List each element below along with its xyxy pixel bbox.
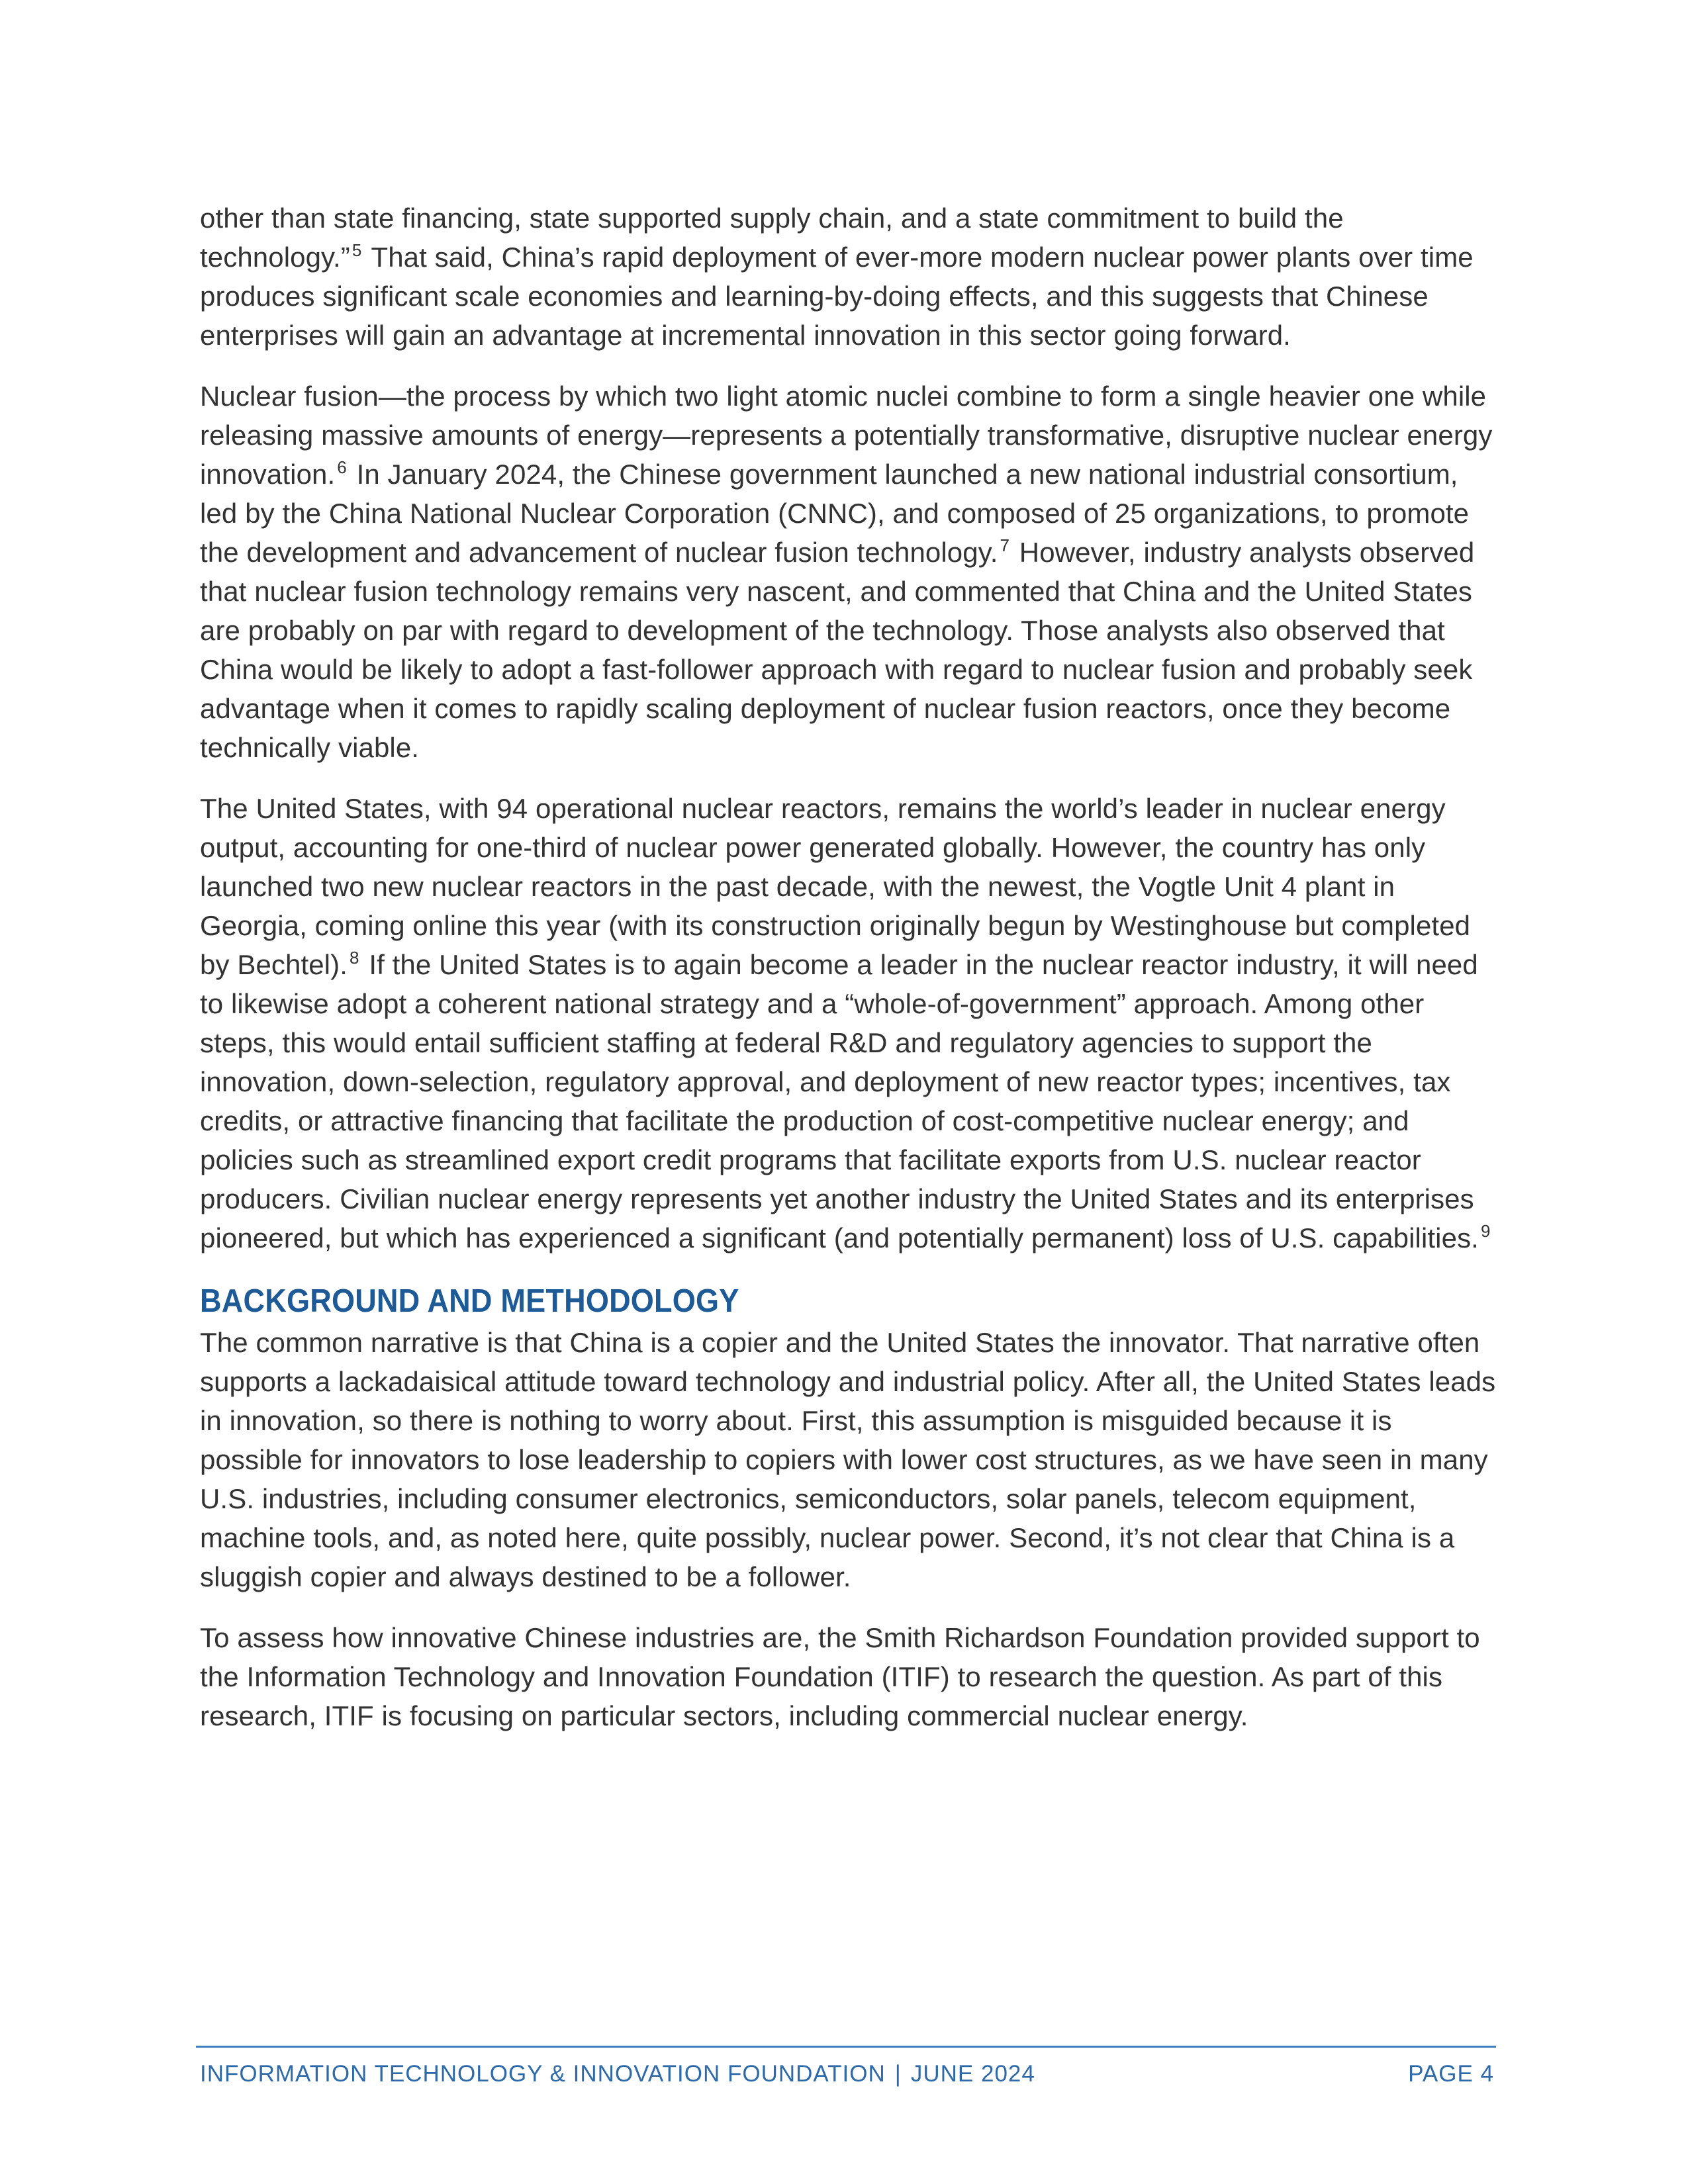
footer-divider — [196, 2046, 1496, 2048]
paragraph-text: That said, China’s rapid deployment of ever-more modern nuclear power plants over time produces significant scale economies and learning-by-doing effects, and this suggests that Chinese enterprises will gain an advantage at incremental innovation in this sector going forward. — [200, 242, 1474, 351]
footnote-ref[interactable]: 9 — [1480, 1221, 1491, 1241]
footer-date: JUNE 2024 — [910, 2061, 1035, 2087]
footer-separator: | — [894, 2061, 902, 2087]
footnote-ref[interactable]: 5 — [352, 240, 362, 260]
footer-publisher — [200, 2061, 1035, 2087]
footnote-ref[interactable]: 7 — [1000, 535, 1010, 555]
body-paragraph: The common narrative is that China is a copier and the United States the innovator. That narrative often supports a lackadaisical attitude toward technology and industrial policy. After all, the United States leads in innovation, so there is nothing to worry about. First, this assumption is misguided because it is possible for innovators to lose leadership to copiers with lower cost structures, as we have seen in many U.S. industries, including consumer electronics, semiconductors, solar panels, telecom equipment, machine tools, and, as noted here, quite possibly, nuclear power. Second, it’s not clear that China is a sluggish copier and always destined to be a follower. — [200, 1327, 1496, 1592]
page-number: PAGE 4 — [1408, 2061, 1494, 2087]
footer-organization: INFORMATION TECHNOLOGY & INNOVATION FOUNDATION — [200, 2061, 886, 2087]
body-paragraph — [200, 789, 1497, 1257]
body-paragraph: To assess how innovative Chinese industries are, the Smith Richardson Foundation provided support to the Information Technology and Innovation Foundation (ITIF) to research the question. As part of this research, ITIF is focusing on particular sectors, including commercial nuclear energy. — [200, 1622, 1480, 1731]
paragraph-text: Nuclear fusion—the process by which two light atomic nuclei combine to form a single heavier one while releasing massive amounts of energy—represents a potentially transformative, disruptive nuclear energy innovation. — [200, 381, 1493, 490]
page-body — [200, 199, 1497, 1757]
paragraph-text: In January 2024, the Chinese government launched a new national industrial consortium, led by the China National Nuclear Corporation (CNNC), and composed of 25 organizations, to promote the development and advancement of nuclear fusion technology. — [200, 459, 1470, 568]
paragraph-text: However, industry analysts observed that nuclear fusion technology remains very nascent, and commented that China and the United States are probably on par with regard to development of the technology. Those analysts also observed that China would be likely to adopt a fast-follower approach with regard to nuclear fusion and probably seek advantage when it comes to rapidly scaling deployment of nuclear fusion reactors, once they become technically viable. — [200, 537, 1475, 763]
paragraph-text: The United States, with 94 operational nuclear reactors, remains the world’s leader in nuclear energy output, accounting for one-third of nuclear power generated globally. However, the country has only launched two new nuclear reactors in the past decade, with the newest, the Vogtle Unit 4 plant in Georgia, coming online this year (with its construction originally begun by Westinghouse but completed by Bechtel). — [200, 793, 1471, 980]
footnote-ref[interactable]: 8 — [349, 948, 359, 968]
body-paragraph — [200, 199, 1497, 355]
footnote-ref[interactable]: 6 — [337, 457, 347, 477]
section-heading: BACKGROUND AND METHODOLOGY — [200, 1283, 739, 1319]
paragraph-text: other than state financing, state supported supply chain, and a state commitment to build the technology.” — [200, 203, 1344, 273]
paragraph-text: If the United States is to again become a leader in the nuclear reactor industry, it will need to likewise adopt a coherent national strategy and a “whole-of-government” approach. Among other steps, this would entail sufficient staffing at federal R&D and regulatory agencies to support the innovation, down-selection, regulatory approval, and deployment of new reactor types; incentives, tax credits, or attractive financing that facilitate the production of cost-competitive nuclear energy; and policies such as streamlined export credit programs that facilitate exports from U.S. nuclear reactor producers. Civilian nuclear energy represents yet another industry the United States and its enterprises pioneered, but which has experienced a significant (and potentially permanent) loss of U.S. capabilities. — [200, 949, 1479, 1253]
body-paragraph — [200, 377, 1497, 767]
